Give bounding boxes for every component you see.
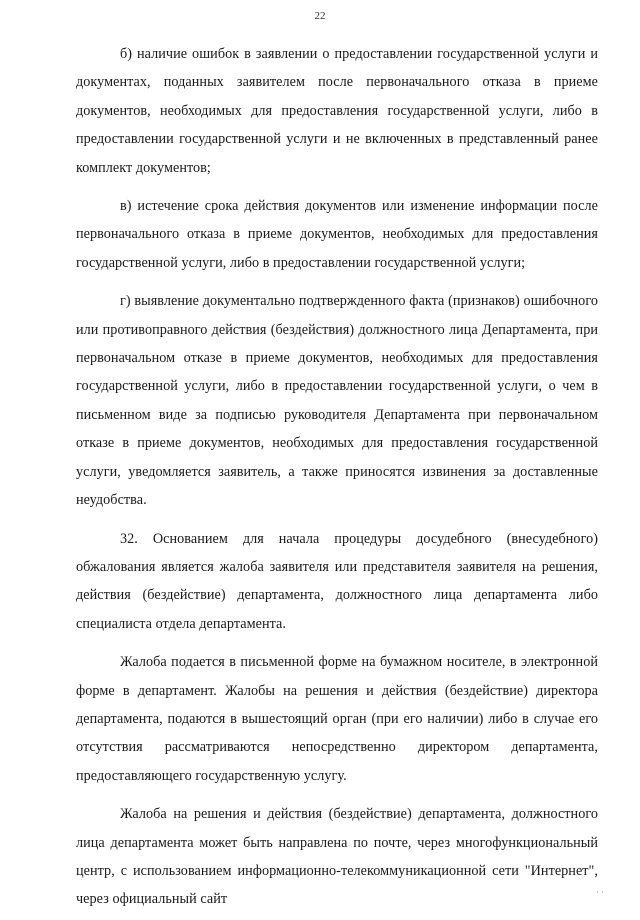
document-body xyxy=(76,40,598,920)
paragraph-complaint-delivery: Жалоба на решения и действия (бездействие) департамента, должностного лица департамента может быть направлена по почте, через многофункциональный центр, с использованием информационно-телекоммуникационной сети "Интернет", через официальный сайт xyxy=(76,806,598,908)
paragraph-v: в) истечение срока действия документов или изменение информации после первоначального отказа в приеме документов, необходимых для предоставления государственной услуги, либо в предоставлении государственной услуги; xyxy=(76,198,598,271)
paragraph-g: г) выявление документально подтвержденного факта (признаков) ошибочного или противоправного действия (бездействия) должностного лица Департамента, при первоначальном отказе в приеме документов, необходимых для предоставления государственной услуги, либо в предоставлении государственной услуги, о чем в письменном виде за подписью руководителя Департамента при первоначальном отказе в приеме документов, необходимых для предоставления государственной услуги, уведомляется заявитель, а также приносятся извинения за доставленные неудобства. xyxy=(76,293,598,509)
paragraph-32: 32. Основанием для начала процедуры досудебного (внесудебного) обжалования является жалоба заявителя или представителя заявителя на решения, действия (бездействие) департамента, должностного лица департамента либо специалиста отдела департамента. xyxy=(76,530,598,632)
scan-mark: ·· xyxy=(596,887,606,897)
paragraph-b: б) наличие ошибок в заявлении о предоставлении государственной услуги и документах, поданных заявителем после первоначального отказа в приеме документов, необходимых для предоставления государственной услуги, либо в предоставлении государственной услуги и не включенных в представленный ранее комплект документов; xyxy=(76,46,598,176)
page-number: 22 xyxy=(314,10,326,22)
paragraph-complaint-form: Жалоба подается в письменной форме на бумажном носителе, в электронной форме в департамент. Жалобы на решения и действия (бездействие) директора департамента, подаются в вышестоящий орган (при его наличии) либо в случае его отсутствия рассматриваются непосредственно директором департамента, предоставляющего государственную услугу. xyxy=(76,654,598,784)
